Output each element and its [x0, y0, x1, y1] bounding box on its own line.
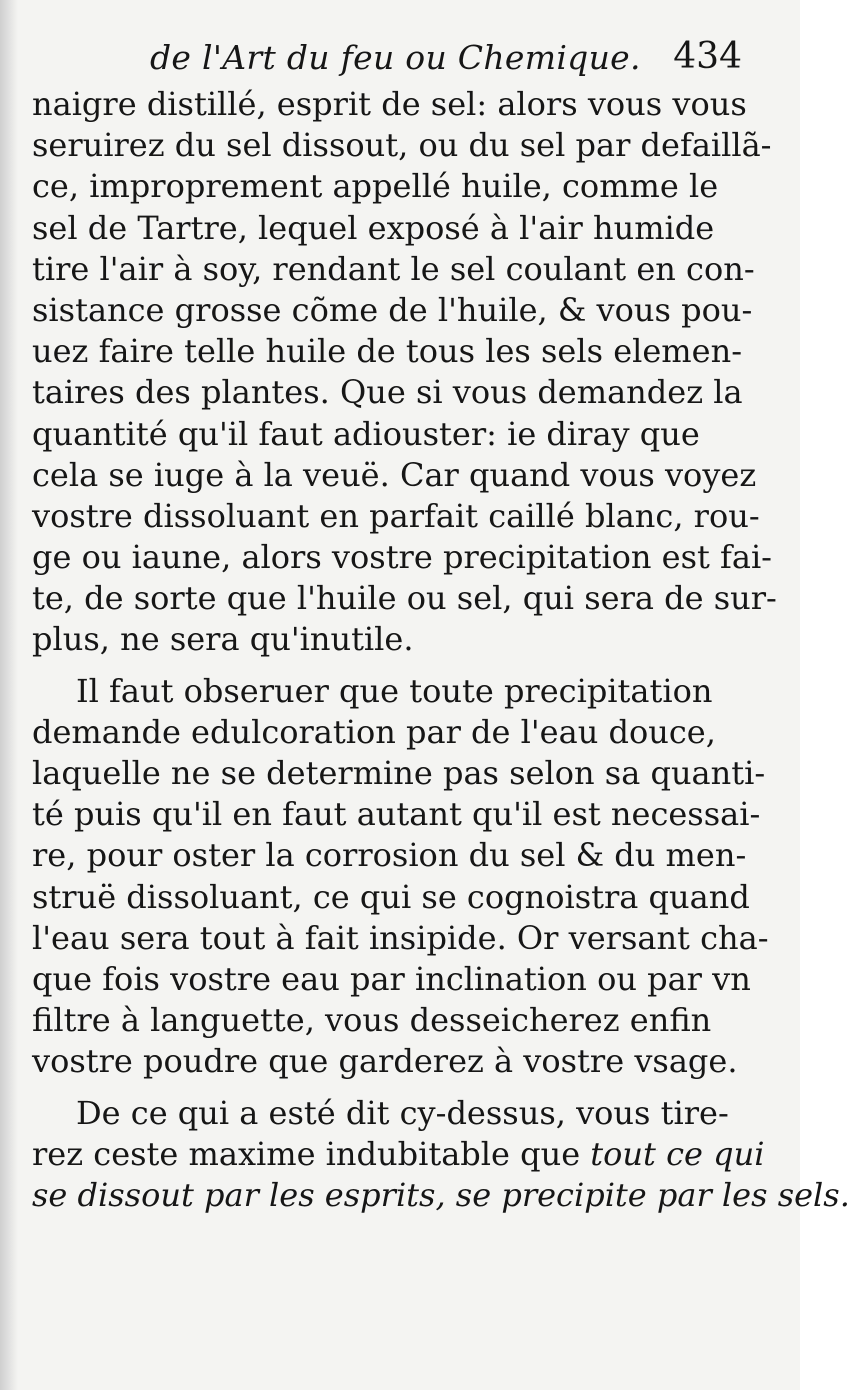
text-line: vostre dissoluant en parfait caillé blanc, rou-	[32, 496, 760, 535]
text-line: cela se iuge à la veuë. Car quand vous voyez	[32, 455, 757, 494]
text-line: ge ou iaune, alors vostre precipitation est fai-	[32, 538, 772, 577]
paragraph-1	[32, 84, 777, 661]
text-line: te, de sorte que l'huile ou sel, qui sera de sur-	[32, 579, 777, 618]
text-segment-roman: rez ceste maxime indubitable que	[32, 1134, 591, 1173]
running-head: de l'Art du feu ou Chemique.	[150, 38, 641, 77]
text-line: laquelle ne se determine pas selon sa quanti-	[32, 754, 766, 792]
text-line: plus, ne sera qu'inutile.	[32, 620, 414, 659]
text-line: sel de Tartre, lequel exposé à l'air humide	[32, 208, 715, 247]
text-line: demande edulcoration par de l'eau douce,	[32, 712, 716, 751]
text-line: tire l'air à soy, rendant le sel coulant en con-	[32, 249, 755, 288]
text-line: uez faire telle huile de tous les sels elemen-	[32, 332, 742, 371]
text-line: que fois vostre eau par inclination ou par vn	[32, 959, 751, 998]
text-line-mixed	[32, 1134, 765, 1175]
paragraph-2	[32, 671, 769, 1083]
text-line: naigre distillé, esprit de sel: alors vous vous	[32, 85, 747, 123]
text-line: taires des plantes. Que si vous demandez la	[32, 373, 743, 412]
text-line: vostre poudre que garderez à vostre vsage.	[32, 1042, 738, 1081]
text-line-italic: se dissout par les esprits, se precipite par les sels.	[32, 1175, 850, 1214]
text-line: seruirez du sel dissout, ou du sel par defaillã-	[32, 126, 772, 165]
text-line: filtre à languette, vous desseicherez enfin	[32, 1001, 712, 1040]
text-line: De ce qui a esté dit cy-dessus, vous tire-	[76, 1093, 729, 1132]
text-line: quantité qu'il faut adiouster: ie diray que	[32, 414, 700, 453]
paragraph-3	[32, 1093, 850, 1217]
body-text	[32, 84, 850, 1216]
text-line: Il faut obseruer que toute precipitation	[76, 671, 713, 710]
text-line: té puis qu'il en faut autant qu'il est necessai-	[32, 795, 761, 834]
text-line: ce, improprement appellé huile, comme le	[32, 167, 719, 206]
page-header	[150, 30, 760, 90]
text-segment-italic: tout ce qui	[590, 1134, 765, 1173]
text-line: l'eau sera tout à fait insipide. Or versant cha-	[32, 918, 769, 957]
text-line: re, pour oster la corrosion du sel & du men-	[32, 836, 747, 875]
page-number: 434	[673, 36, 742, 77]
text-line: sistance grosse cõme de l'huile, & vous pou-	[32, 290, 753, 329]
text-line: struë dissoluant, ce qui se cognoistra quand	[32, 877, 750, 916]
